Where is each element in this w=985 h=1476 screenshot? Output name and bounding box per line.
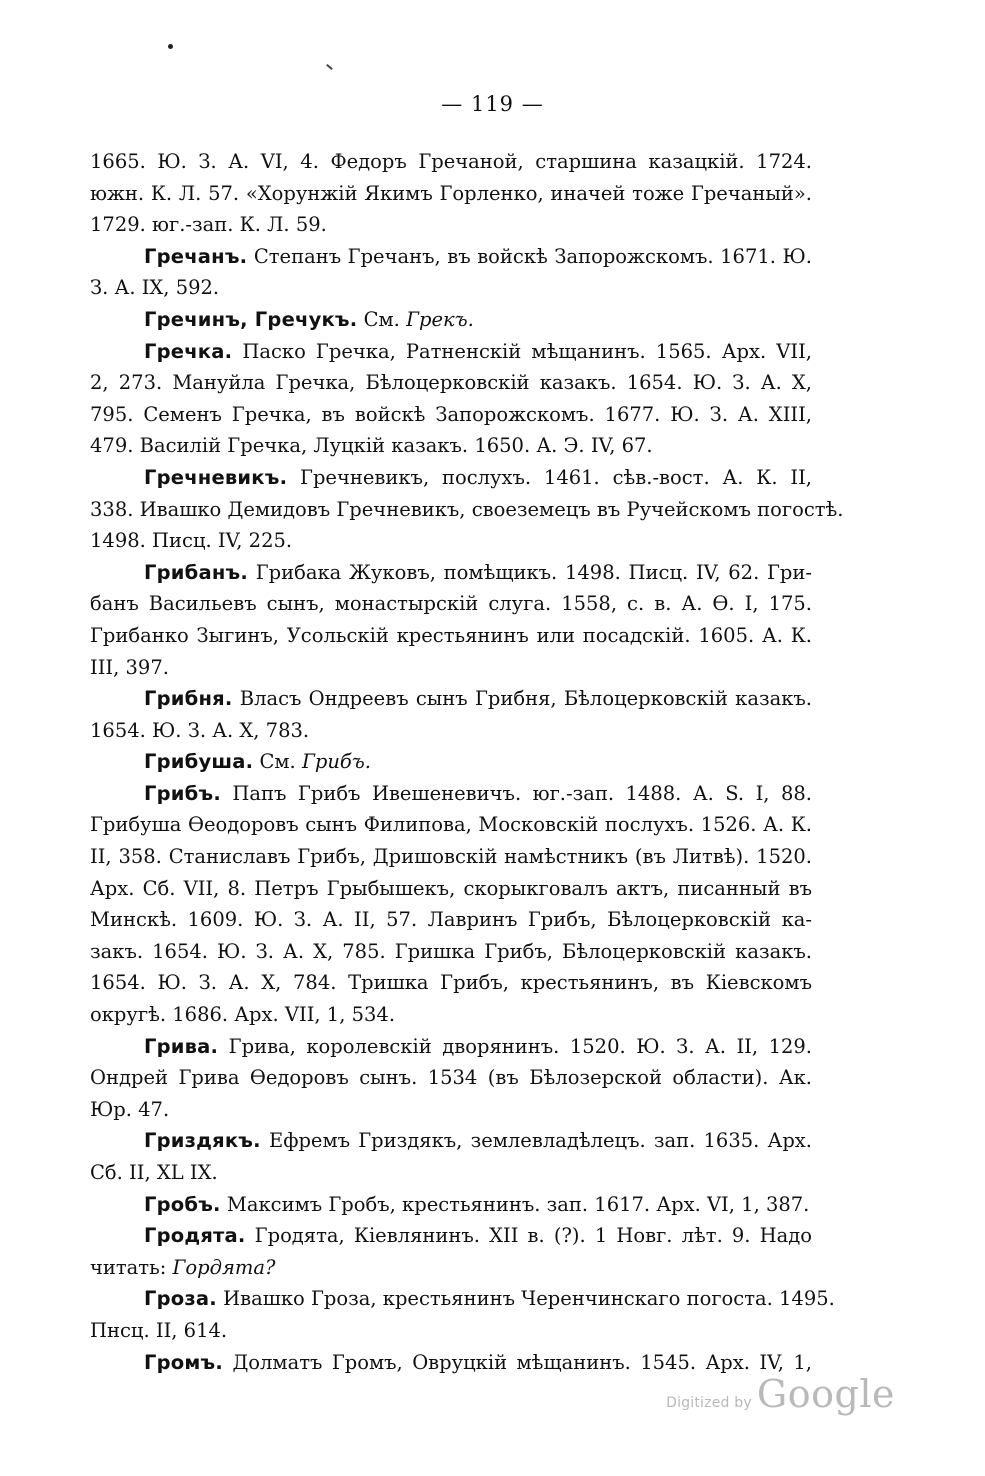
entry-headword: Гречневикъ. (144, 465, 288, 489)
entry-headword: Грибъ. (144, 781, 221, 805)
entry-headword: Грибня. (144, 687, 233, 711)
text-line: южн. К. Л. 57. «Хорунжій Якимъ Горленко, иначей тоже Гречаный». (90, 181, 812, 205)
entry-text: Максимъ Гробъ, крестьянинъ. зап. 1617. Арх. VI, 1, 387. (226, 1192, 810, 1216)
text-line: закъ. 1654. Ю. З. А. Х, 785. Гришка Грибъ, Бѣлоцерковскій казакъ. (90, 939, 812, 963)
text-line: 1654. Ю. З. А. Х, 784. Тришка Грибъ, крестьянинъ, въ Кіевскомъ (90, 971, 812, 995)
scan-dot-mark (168, 44, 173, 49)
cross-reference: Грибъ. (301, 750, 372, 774)
entry-headword: Гречанъ. (144, 244, 248, 268)
text-line: III, 397. (90, 655, 169, 679)
scan-tick-mark (326, 64, 333, 70)
text-line: 2, 273. Мануйла Гречка, Бѣлоцерковскій казакъ. 1654. Ю. З. А. Х, (90, 371, 812, 395)
dictionary-entry (90, 1189, 812, 1221)
entry-headword: Громъ. (144, 1350, 223, 1374)
entry-headword: Гречинъ, Гречукъ. (144, 307, 358, 331)
entry-text: Степанъ Гречанъ, въ войскѣ Запорожскомъ. 1671. Ю. (253, 244, 812, 268)
dictionary-entry (90, 1125, 812, 1188)
text-line: Пнсц. II, 614. (90, 1318, 228, 1342)
dictionary-entry (90, 336, 812, 462)
dictionary-entry (90, 683, 812, 746)
entry-text: Грибака Жуковъ, помѣщикъ. 1498. Писц. IV, 62. Гри- (255, 560, 812, 584)
watermark-prefix: Digitized by (666, 1395, 752, 1411)
text-line: Юр. 47. (90, 1097, 170, 1121)
text-line: Арх. Сб. VII, 8. Петръ Грыбышекъ, скорыкговалъ актъ, писанный въ (90, 876, 812, 900)
see-also-label: См. (363, 307, 400, 331)
cross-reference: Грекъ. (406, 307, 474, 331)
text-line: 1654. Ю. З. А. Х, 783. (90, 718, 310, 742)
dictionary-entry (90, 241, 812, 304)
entry-headword: Гродята. (144, 1224, 246, 1248)
dictionary-entry (90, 778, 812, 1031)
text-line: 1665. Ю. З. А. VI, 4. Федоръ Гречаной, старшина казацкій. 1724. (90, 150, 812, 173)
continuation-paragraph (90, 146, 812, 241)
text-line: 1729. юг.-зап. К. Л. 59. (90, 213, 327, 237)
entry-text: Власъ Ондреевъ сынъ Грибня, Бѣлоцерковскій казакъ. (239, 687, 813, 711)
entry-headword: Гриздякъ. (144, 1129, 261, 1153)
dictionary-entry (90, 304, 812, 336)
text-line: Сб. II, XL IX. (90, 1161, 218, 1184)
text-line: Минскѣ. 1609. Ю. З. А. II, 57. Лавринъ Грибъ, Бѣлоцерковскій ка- (90, 908, 812, 932)
text-line: 479. Василій Гречка, Луцкій казакъ. 1650. А. Э. IV, 67. (90, 434, 653, 458)
text-line: округѣ. 1686. Арх. VII, 1, 534. (90, 1003, 396, 1027)
entry-text: Ивашко Гроза, крестьянинъ Черенчинскаго погоста. 1495. (223, 1287, 835, 1311)
text-line: 795. Семенъ Гречка, въ войскѣ Запорожскомъ. 1677. Ю. З. А. XIII, (90, 402, 812, 426)
entry-text: Грива, королевскій дворянинъ. 1520. Ю. З. А. II, 129. (228, 1034, 813, 1058)
entry-text: Папъ Грибъ Ивешеневичъ. юг.-зап. 1488. А. S. I, 88. (232, 781, 812, 805)
entry-headword: Грива. (144, 1034, 219, 1058)
dictionary-text (90, 146, 844, 1378)
dictionary-entry (90, 557, 812, 683)
entry-headword: Гроза. (144, 1287, 217, 1311)
text-line: Грибуша Ѳеодоровъ сынъ Филипова, Московскій послухъ. 1526. А. К. (90, 813, 812, 837)
entry-headword: Гробъ. (144, 1192, 221, 1216)
text-line: 1498. Писц. IV, 225. (90, 529, 293, 553)
entry-headword: Грибуша. (144, 750, 254, 774)
entry-text: Долматъ Громъ, Овруцкій мѣщанинъ. 1545. Арх. IV, 1, (232, 1350, 813, 1374)
see-also-label: См. (259, 750, 296, 774)
entry-headword: Грибанъ. (144, 560, 248, 584)
text-line: банъ Васильевъ сынъ, монастырскій слуга. 1558, с. в. А. Ѳ. I, 175. (90, 592, 812, 616)
text-line: II, 358. Станиславъ Грибъ, Дришовскій намѣстникъ (въ Литвѣ). 1520. (90, 845, 812, 869)
google-logo: Google (756, 1372, 895, 1416)
entry-headword: Гречка. (144, 339, 233, 363)
entry-text: Гродята, Кіевлянинъ. XII в. (?). 1 Новг. лѣт. 9. Надо (254, 1224, 813, 1248)
text-line: 338. Ивашко Демидовъ Гречневикъ, своеземецъ въ Ручейскомъ погостѣ. (90, 497, 844, 521)
entry-text: читать: (90, 1255, 167, 1279)
entry-text: Гречневикъ, послухъ. 1461. сѣв.-вост. А. К. II, (300, 465, 812, 489)
page-number: — 119 — (441, 92, 544, 116)
dictionary-entry (90, 1031, 812, 1126)
dictionary-entry (90, 462, 844, 557)
text-line: Грибанко Зыгинъ, Усольскій крестьянинъ или посадскій. 1605. А. К. (90, 623, 812, 647)
text-line: Ондрей Грива Ѳедоровъ сынъ. 1534 (въ Бѣлозерской области). Ак. (90, 1066, 812, 1090)
text-line: З. А. IX, 592. (90, 276, 220, 300)
dictionary-entry (90, 1220, 812, 1283)
dictionary-entry (90, 746, 812, 778)
entry-text: Паско Гречка, Ратненскій мѣщанинъ. 1565. Арх. VII, (242, 339, 812, 363)
digitization-watermark (666, 1372, 895, 1416)
cross-reference: Гордята? (172, 1255, 276, 1279)
dictionary-entry (90, 1283, 835, 1346)
entry-text: Ефремъ Гриздякъ, землевладѣлецъ. зап. 1635. Арх. (268, 1129, 812, 1153)
